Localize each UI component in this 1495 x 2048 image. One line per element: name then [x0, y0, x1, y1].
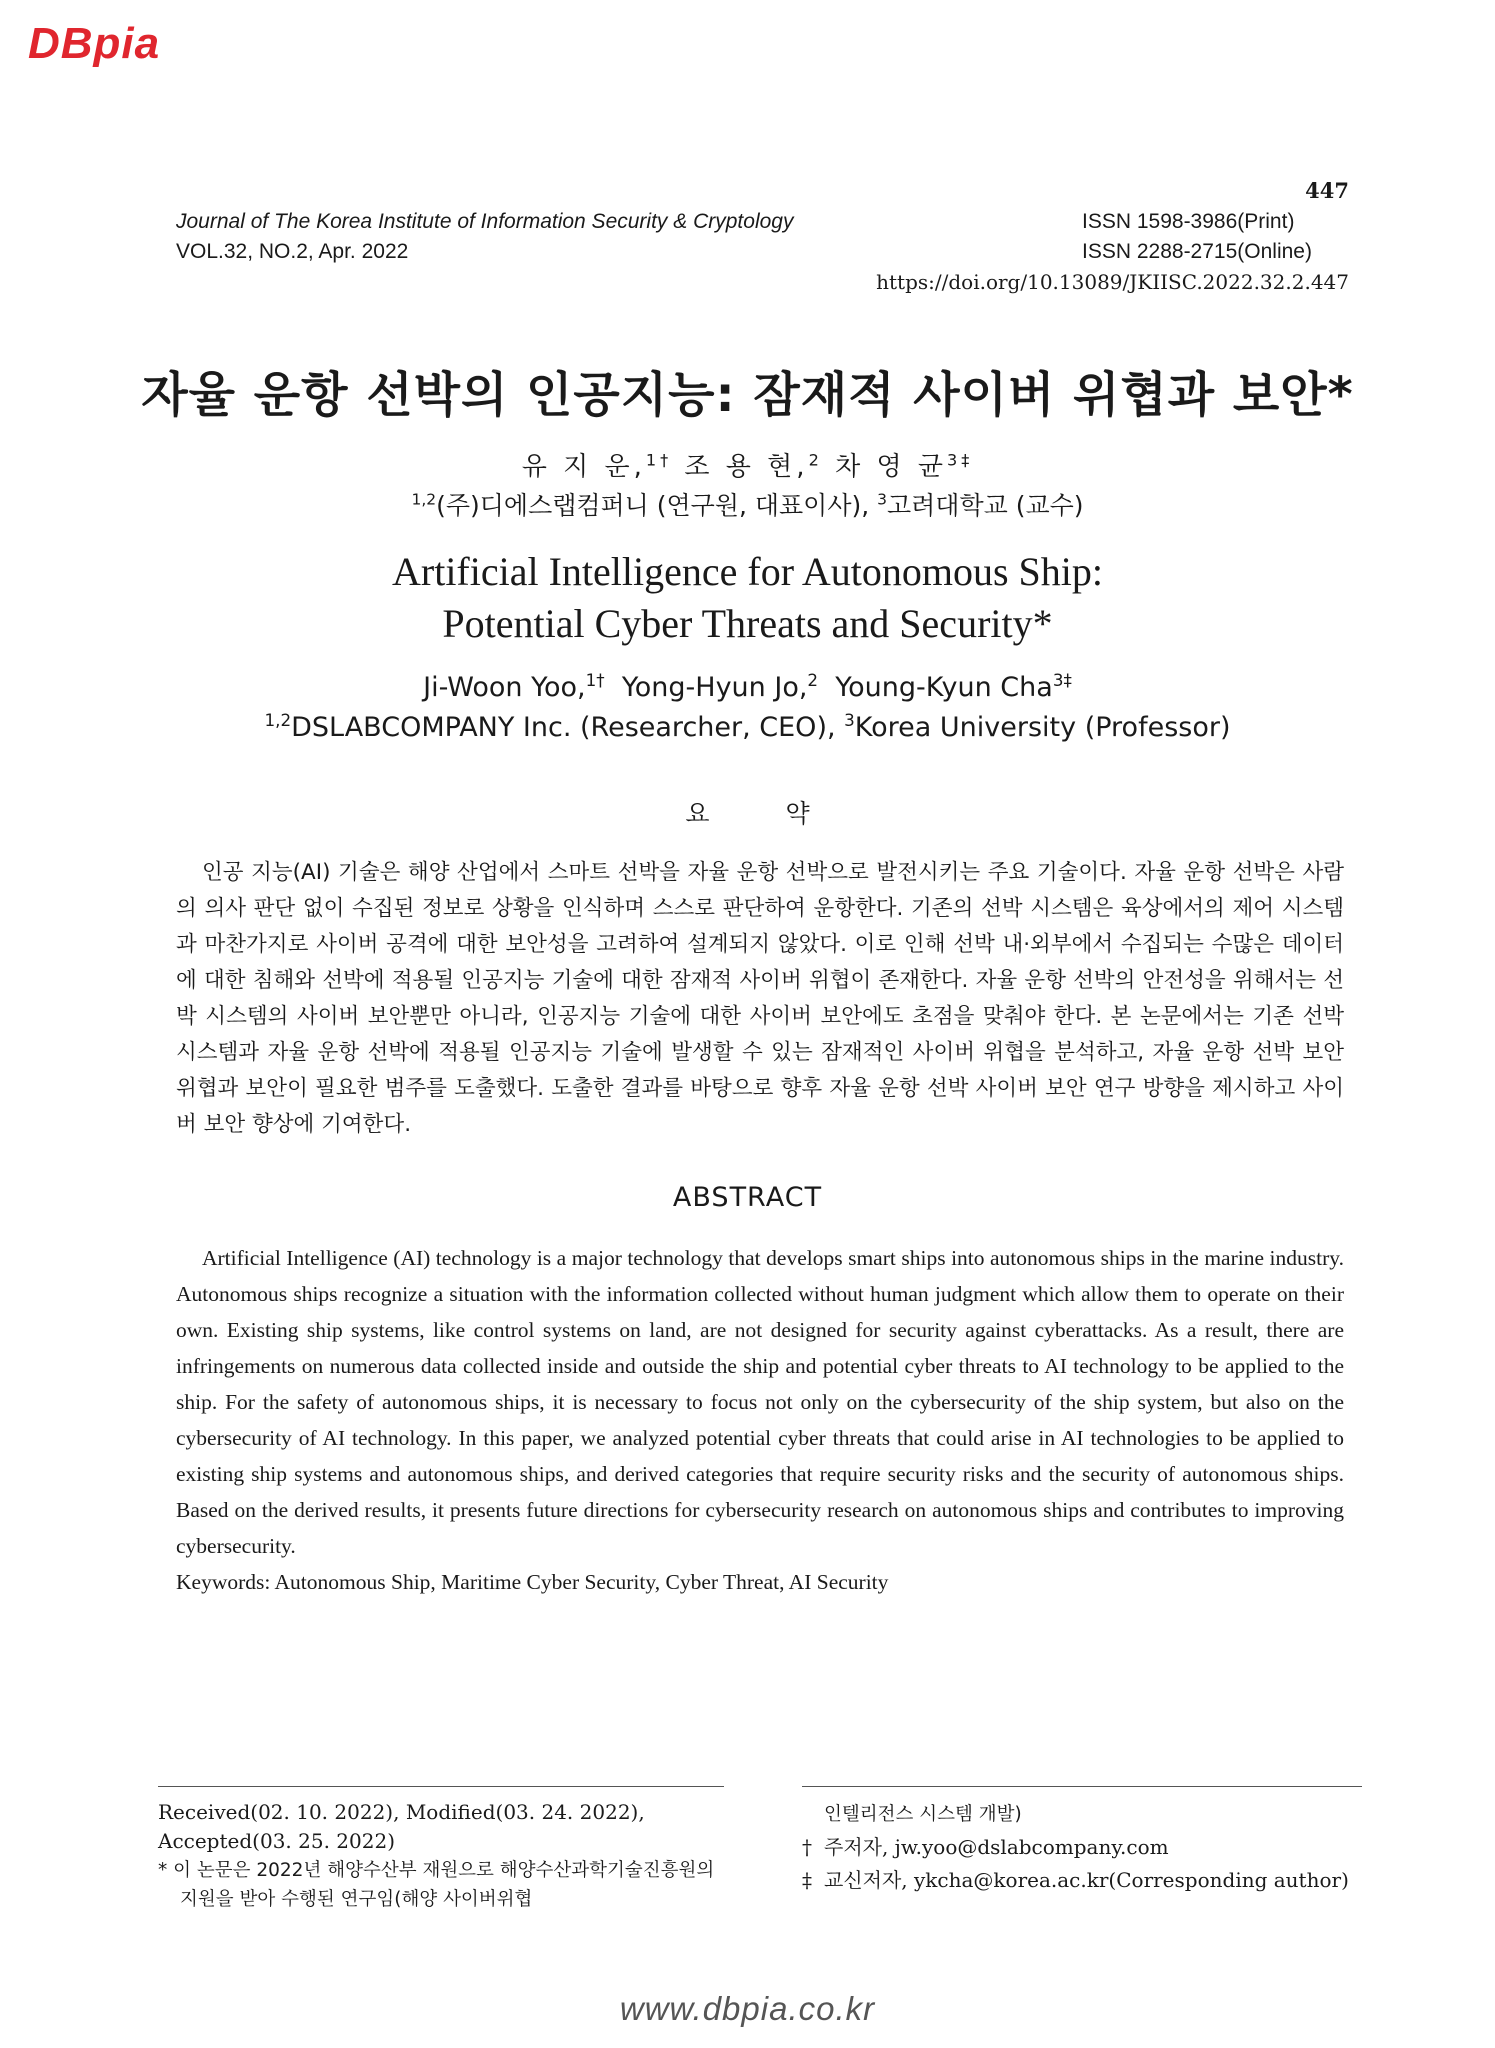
title-english-line2: Potential Cyber Threats and Security*: [442, 601, 1053, 646]
author-en-3: Young-Kyun Cha: [835, 672, 1053, 703]
corresponding-author-text: 교신저자, ykcha@korea.ac.kr(Corresponding author): [824, 1868, 1349, 1892]
page-number: 447: [1305, 178, 1349, 203]
footnote-divider-left: [158, 1786, 724, 1787]
title-english-line1: Artificial Intelligence for Autonomous Ship:: [392, 549, 1103, 594]
summary-korean: 인공 지능(AI) 기술은 해양 산업에서 스마트 선박을 자율 운항 선박으로 발전시키는 주요 기술이다. 자율 운항 선박은 사람의 의사 판단 없이 수집된 정보로 상황을 인식하며 스스로 판단하여 운항한다. 기존의 선박 시스템은 육상에서의 제어 시스템과 마찬가지로 사이버 공격에 대한 보안성을 고려하여 설계되지 않았다. 이로 인해 선박 내·외부에서 수집되는 수많은 데이터에 대한 침해와 선박에 적용될 인공지능 기술에 대한 잠재적 사이버 위협이 존재한다. 자율 운항 선박의 안전성을 위해서는 선박 시스템의 사이버 보안뿐만 아니라, 인공지능 기술에 대한 사이버 보안에도 초점을 맞춰야 한다. 본 논문에서는 기존 선박 시스템과 자율 운항 선박에 적용될 인공지능 기술에 발생할 수 있는 잠재적인 사이버 위협을 분석하고, 자율 운항 선박 보안 위협과 보안이 필요한 범주를 도출했다. 도출한 결과를 바탕으로 향후 자율 운항 선박 사이버 보안 연구 방향을 제시하고 사이버 보안 향상에 기여한다.: [176, 860, 1344, 1137]
title-korean: 자율 운항 선박의 인공지능: 잠재적 사이버 위협과 보안*: [141, 367, 1354, 423]
author-en-2-mark: 2: [807, 670, 819, 690]
affil-text-1: (주)디에스랩컴퍼니 (연구원, 대표이사),: [436, 491, 878, 520]
funding-note-continued: 인텔리전스 시스템 개발): [824, 1804, 1022, 1825]
author-1: 유 지 운,: [521, 452, 646, 482]
received-dates: Received(02. 10. 2022), Modified(03. 24. 2022),: [158, 1800, 645, 1824]
author-1-mark: 1†: [645, 450, 673, 470]
footnotes-left: [158, 1798, 724, 1914]
affiliation-english: [0, 712, 1495, 743]
funding-note: * 이 논문은 2022년 해양수산부 재원으로 해양수산과학기술진흥원의 지원을 받아 수행된 연구임(해양 사이버위협: [158, 1860, 715, 1910]
first-author-note: [802, 1831, 1362, 1864]
abstract-english: Artificial Intelligence (AI) technology is a major technology that develops smart ships into autonomous ships in the marine industry. Autonomous ships recognize a situation with the information collected without human judgment which allow them to operate on their own. Existing ship systems, like control systems on land, are not designed for security against cyberattacks. As a result, there are infringements on numerous data collected inside and outside the ship and potential cyber threats to AI technology to be applied to the ship. For the safety of autonomous ships, it is necessary to focus not only on the cybersecurity of the ship system, but also on the cybersecurity of AI technology. In this paper, we analyzed potential cyber threats that could arise in AI technologies to be applied to existing ship systems and autonomous ships, and derived categories that require security risks and the security of autonomous ships. Based on the derived results, it presents future directions for cybersecurity research on autonomous ships and contributes to improving cybersecurity.: [176, 1246, 1344, 1558]
author-en-1-mark: 1†: [585, 670, 605, 690]
author-3: 차 영 균: [835, 452, 947, 482]
journal-volume: VOL.32, NO.2, Apr. 2022: [176, 240, 409, 263]
authors-korean: [0, 446, 1495, 483]
issn-online: ISSN 2288-2715(Online): [1082, 240, 1312, 263]
abstract-heading: ABSTRACT: [672, 1182, 823, 1213]
keywords: Keywords: Autonomous Ship, Maritime Cyber Security, Cyber Threat, AI Security: [176, 1570, 889, 1594]
affil-en-mark-2: 3: [844, 710, 855, 730]
double-dagger-mark: ‡: [802, 1868, 812, 1892]
author-3-mark: 3‡: [946, 450, 974, 470]
affil-en-text-1: DSLABCOMPANY Inc. (Researcher, CEO),: [291, 712, 845, 743]
author-en-1: Ji-Woon Yoo,: [423, 672, 586, 703]
footnotes-right: [802, 1798, 1362, 1897]
affil-en-mark-1: 1,2: [264, 710, 292, 730]
issn-print: ISSN 1598-3986(Print): [1082, 210, 1295, 233]
dbpia-logo[interactable]: DBpia: [28, 19, 161, 68]
author-en-3-mark: 3‡: [1052, 670, 1072, 690]
author-2: 조 용 현,: [684, 452, 809, 482]
affiliation-korean: [0, 486, 1495, 522]
journal-name: Journal of The Korea Institute of Information Security & Cryptology: [176, 210, 794, 233]
accepted-date: Accepted(03. 25. 2022): [158, 1829, 395, 1853]
summary-heading: 요 약: [685, 799, 844, 828]
author-2-mark: 2: [808, 450, 823, 470]
footnote-divider-right: [802, 1786, 1362, 1787]
dagger-mark: †: [802, 1835, 812, 1859]
author-en-2: Yong-Hyun Jo,: [621, 672, 808, 703]
first-author-text: 주저자, jw.yoo@dslabcompany.com: [824, 1835, 1169, 1859]
affil-mark-2: 3: [877, 490, 887, 509]
affil-text-2: 고려대학교 (교수): [887, 491, 1084, 520]
authors-english: [0, 672, 1495, 703]
affil-mark-1: 1,2: [411, 490, 437, 509]
corresponding-author-note: [802, 1864, 1362, 1897]
doi-link[interactable]: https://doi.org/10.13089/JKIISC.2022.32.2.447: [876, 270, 1349, 294]
footer-url[interactable]: www.dbpia.co.kr: [619, 1990, 876, 2027]
affil-en-text-2: Korea University (Professor): [854, 712, 1231, 743]
